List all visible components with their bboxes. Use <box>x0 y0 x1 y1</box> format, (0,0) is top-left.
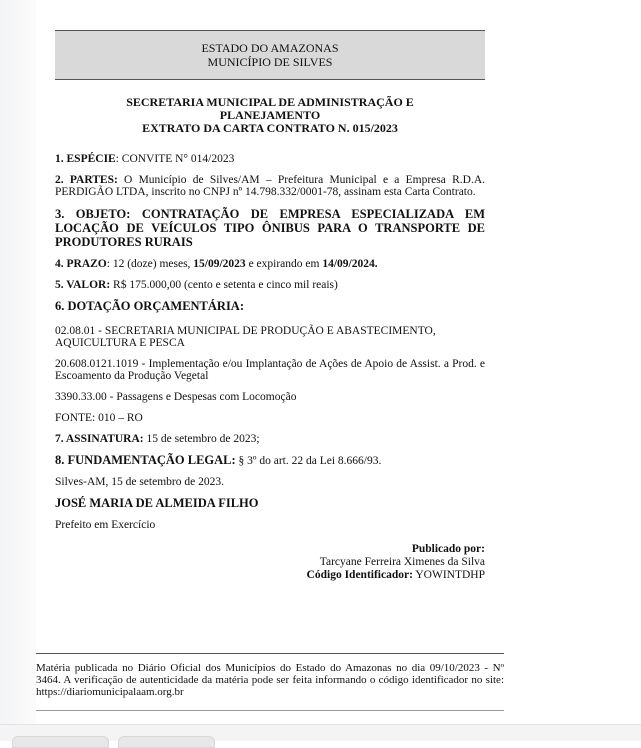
dotacao-fonte: FONTE: 010 – RO <box>55 412 143 424</box>
item-objeto: 3. OBJETO: CONTRATAÇÃO DE EMPRESA ESPECIALIZADA EM LOCAÇÃO DE VEÍCULOS TIPO ÔNIBUS PARA O TRANSPORTE DE PRODUTORES RURAIS <box>55 207 485 249</box>
item-partes <box>55 174 485 198</box>
document-body <box>55 96 485 582</box>
fundamentacao-text: § 3º do art. 22 da Lei 8.666/93. <box>235 455 382 467</box>
header-municipality: MUNICÍPIO DE SILVES <box>207 55 333 69</box>
publication-footer: Matéria publicada no Diário Oficial dos Municípios do Estado do Amazonas no dia 09/10/2023 - Nº 3464. A verificação de autenticidade da matéria pode ser feita informando o código identificador no site: https://diariomunicipalaam.org.br <box>36 662 504 698</box>
identifier-code <box>55 569 485 582</box>
assinatura-label: 7. ASSINATURA: <box>55 433 144 445</box>
published-by-label-text: Publicado por: <box>411 543 485 555</box>
secretaria-name: SECRETARIA MUNICIPAL DE ADMINISTRAÇÃO E PLANEJAMENTO <box>126 95 414 122</box>
bottom-tab-2[interactable] <box>118 736 215 748</box>
prazo-start-date: 15/09/2023 <box>193 258 246 270</box>
publisher-name: Tarcyane Ferreira Ximenes da Silva <box>319 556 485 568</box>
valor-label: 5. VALOR: <box>55 279 111 291</box>
prazo-text-2: e expirando em <box>245 258 323 270</box>
item-assinatura <box>55 433 485 445</box>
dotacao-elemento: 3390.33.00 - Passagens e Despesas com Locomoção <box>55 391 297 403</box>
local-data: Silves-AM, 15 de setembro de 2023. <box>55 476 224 488</box>
dotacao-label: 6. DOTAÇÃO ORÇAMENTÁRIA: <box>55 299 245 313</box>
especie-label: 1. ESPÉCIE <box>55 153 116 165</box>
prazo-label: 4. PRAZO <box>55 258 107 270</box>
extract-title: EXTRATO DA CARTA CONTRATO N. 015/2023 <box>142 121 398 135</box>
item-fundamentacao <box>55 454 485 467</box>
prazo-end-date: 14/09/2024. <box>322 258 378 270</box>
bottom-toolbar <box>0 724 641 741</box>
prazo-text: : 12 (doze) meses, <box>106 258 194 270</box>
footer-divider <box>36 653 504 654</box>
dotacao-unidade: 02.08.01 - SECRETARIA MUNICIPAL DE PRODUÇÃO E ABASTECIMENTO, AQUICULTURA E PESCA <box>55 325 436 349</box>
item-especie <box>55 153 485 165</box>
footer-divider-bottom <box>36 710 504 711</box>
valor-text: R$ 175.000,00 (cento e setenta e cinco mil reais) <box>110 279 338 291</box>
signer-name-text: JOSÉ MARIA DE ALMEIDA FILHO <box>55 496 259 510</box>
secretaria-title <box>55 96 485 135</box>
partes-text: O Município de Silves/AM – Prefeitura Municipal e a Empresa R.D.A. PERDIGÃO LTDA, inscrito no CNPJ nº 14.798.332/0001-78, assinam esta Carta Contrato. <box>55 174 485 198</box>
publication-info <box>55 543 485 582</box>
signer-name <box>55 497 485 510</box>
fundamentacao-label: 8. FUNDAMENTAÇÃO LEGAL: <box>55 453 236 467</box>
identifier-code-label: Código Identificador: <box>306 569 413 581</box>
especie-text: : CONVITE N° 014/2023 <box>115 153 235 165</box>
assinatura-text: 15 de setembro de 2023; <box>143 433 260 445</box>
item-dotacao <box>55 300 485 313</box>
partes-label: 2. PARTES: <box>55 174 118 186</box>
signer-role: Prefeito em Exercício <box>55 519 156 531</box>
item-prazo <box>55 258 485 270</box>
header-state: ESTADO DO AMAZONAS <box>201 41 339 55</box>
dotacao-programa: 20.608.0121.1019 - Implementação e/ou Implantação de Ações de Apoio de Assist. a Prod. e Escoamento da Produção Vegetal <box>55 358 485 382</box>
document-header <box>55 30 485 80</box>
bottom-tab-1[interactable] <box>12 736 109 748</box>
item-valor <box>55 279 485 291</box>
identifier-code-value: YOWINTDHP <box>412 569 485 581</box>
published-by-label <box>55 543 485 556</box>
left-sidebar-ghost <box>0 0 36 740</box>
